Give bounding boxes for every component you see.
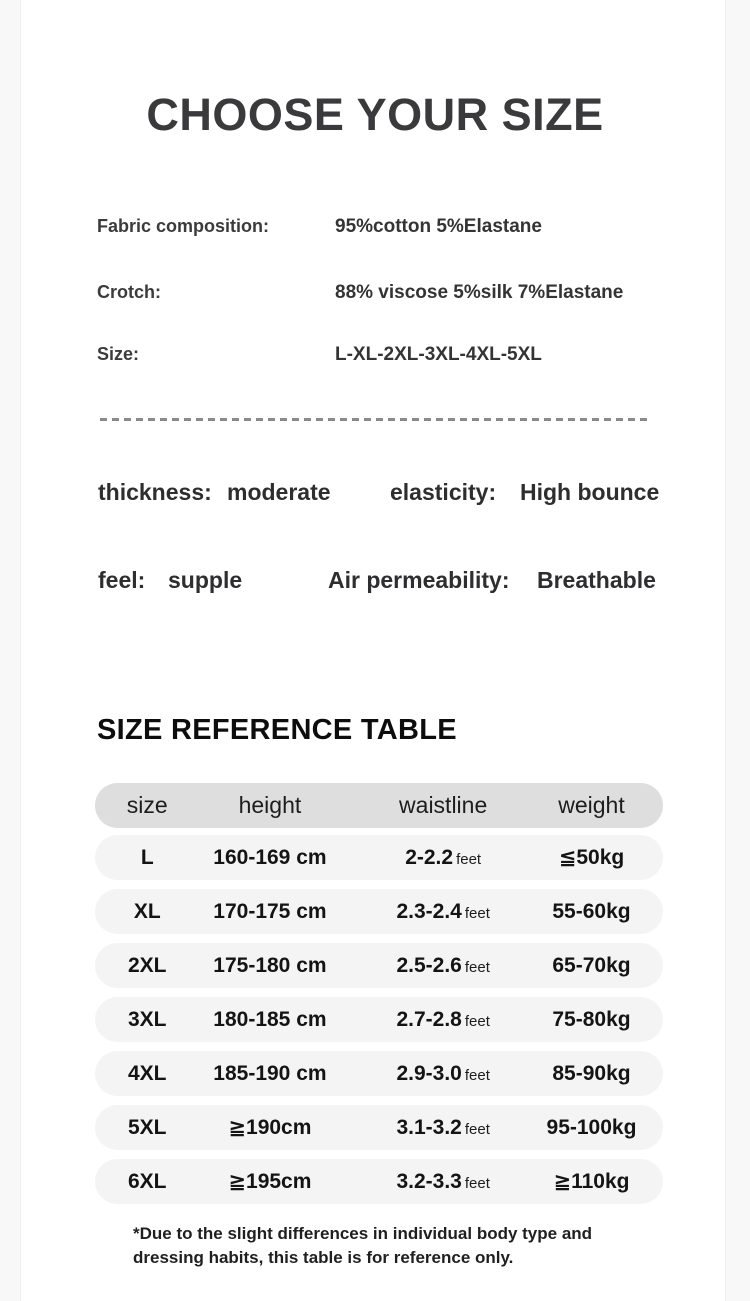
waist-unit: feet bbox=[464, 1174, 490, 1192]
table-row-3xl bbox=[95, 997, 663, 1042]
prop-value-air-permeability: Breathable bbox=[537, 567, 656, 593]
spec-label-crotch: Crotch: bbox=[97, 282, 161, 302]
cell-waistline bbox=[340, 900, 546, 924]
cell-weight: 95-100kg bbox=[546, 1115, 637, 1139]
waist-unit: feet bbox=[464, 1066, 490, 1084]
cell-waistline bbox=[340, 1062, 546, 1086]
prop-label-elasticity: elasticity: bbox=[390, 479, 497, 505]
spec-label-size: Size: bbox=[97, 344, 140, 364]
prop-label-thickness: thickness: bbox=[98, 479, 212, 505]
waist-unit: feet bbox=[464, 1120, 490, 1138]
waist-value: 3.1-3.2 bbox=[396, 1115, 462, 1139]
cell-weight: 75-80kg bbox=[552, 1007, 631, 1031]
cell-size: L bbox=[140, 845, 154, 869]
cell-size: 6XL bbox=[127, 1169, 167, 1193]
dashed-divider bbox=[100, 418, 650, 421]
cell-size: 3XL bbox=[127, 1007, 167, 1031]
column-header-waistline: waistline bbox=[399, 792, 488, 818]
cell-size: XL bbox=[133, 899, 161, 923]
spec-value-fabric: 95%cotton 5%Elastane bbox=[335, 216, 542, 237]
cell-weight: ≦50kg bbox=[558, 846, 625, 869]
cell-height: 175-180 cm bbox=[213, 953, 327, 977]
cell-height: ≧195cm bbox=[228, 1170, 312, 1193]
table-row-4xl bbox=[95, 1051, 663, 1096]
cell-waistline bbox=[340, 1116, 546, 1140]
size-table-heading: SIZE REFERENCE TABLE bbox=[97, 714, 457, 746]
column-header-height: height bbox=[238, 792, 302, 818]
spec-row-size bbox=[97, 344, 677, 370]
page-right-margin bbox=[725, 0, 750, 1301]
spec-label-fabric: Fabric composition: bbox=[97, 216, 270, 236]
prop-value-elasticity: High bounce bbox=[520, 479, 660, 505]
cell-weight: 65-70kg bbox=[552, 953, 631, 977]
cell-size: 5XL bbox=[127, 1115, 167, 1139]
cell-weight: ≧110kg bbox=[553, 1170, 630, 1193]
cell-waistline bbox=[340, 954, 546, 978]
table-row-l bbox=[95, 835, 663, 880]
table-row-6xl bbox=[95, 1159, 663, 1204]
waist-value: 2-2.2 bbox=[405, 845, 454, 869]
cell-size: 2XL bbox=[127, 953, 167, 977]
waist-value: 2.9-3.0 bbox=[396, 1061, 462, 1085]
cell-height: 160-169 cm bbox=[213, 845, 327, 869]
cell-height: ≧190cm bbox=[228, 1116, 312, 1139]
spec-value-size: L-XL-2XL-3XL-4XL-5XL bbox=[335, 344, 542, 365]
waist-value: 2.5-2.6 bbox=[396, 953, 462, 977]
spec-row-crotch bbox=[97, 282, 677, 308]
waist-value: 2.7-2.8 bbox=[396, 1007, 462, 1031]
table-header-row bbox=[95, 783, 663, 828]
prop-value-thickness: moderate bbox=[227, 479, 331, 505]
spec-row-fabric bbox=[97, 216, 677, 242]
table-footnote: *Due to the slight differences in individual body type and dressing habits, this table is for reference only. bbox=[133, 1224, 593, 1268]
cell-weight: 85-90kg bbox=[552, 1061, 631, 1085]
waist-unit: feet bbox=[464, 1012, 490, 1030]
prop-value-feel: supple bbox=[168, 567, 243, 593]
waist-unit: feet bbox=[456, 850, 482, 868]
waist-value: 3.2-3.3 bbox=[396, 1169, 462, 1193]
cell-height: 170-175 cm bbox=[213, 899, 327, 923]
cell-weight: 55-60kg bbox=[552, 899, 631, 923]
cell-size: 4XL bbox=[127, 1061, 167, 1085]
size-reference-table bbox=[95, 783, 663, 1213]
spec-value-crotch: 88% viscose 5%silk 7%Elastane bbox=[335, 282, 624, 303]
prop-label-feel: feel: bbox=[98, 567, 146, 593]
column-header-size: size bbox=[126, 792, 168, 818]
waist-value: 2.3-2.4 bbox=[396, 899, 462, 923]
table-row-xl bbox=[95, 889, 663, 934]
cell-waistline bbox=[340, 846, 546, 870]
prop-label-air-permeability: Air permeability: bbox=[328, 567, 510, 593]
cell-waistline bbox=[340, 1170, 546, 1194]
waist-unit: feet bbox=[464, 904, 490, 922]
cell-height: 180-185 cm bbox=[213, 1007, 327, 1031]
page-title: CHOOSE YOUR SIZE bbox=[146, 89, 604, 140]
page-left-margin bbox=[0, 0, 21, 1301]
cell-height: 185-190 cm bbox=[213, 1061, 327, 1085]
column-header-weight: weight bbox=[558, 792, 625, 818]
table-row-2xl bbox=[95, 943, 663, 988]
table-row-5xl bbox=[95, 1105, 663, 1150]
cell-waistline bbox=[340, 1008, 546, 1032]
waist-unit: feet bbox=[464, 958, 490, 976]
